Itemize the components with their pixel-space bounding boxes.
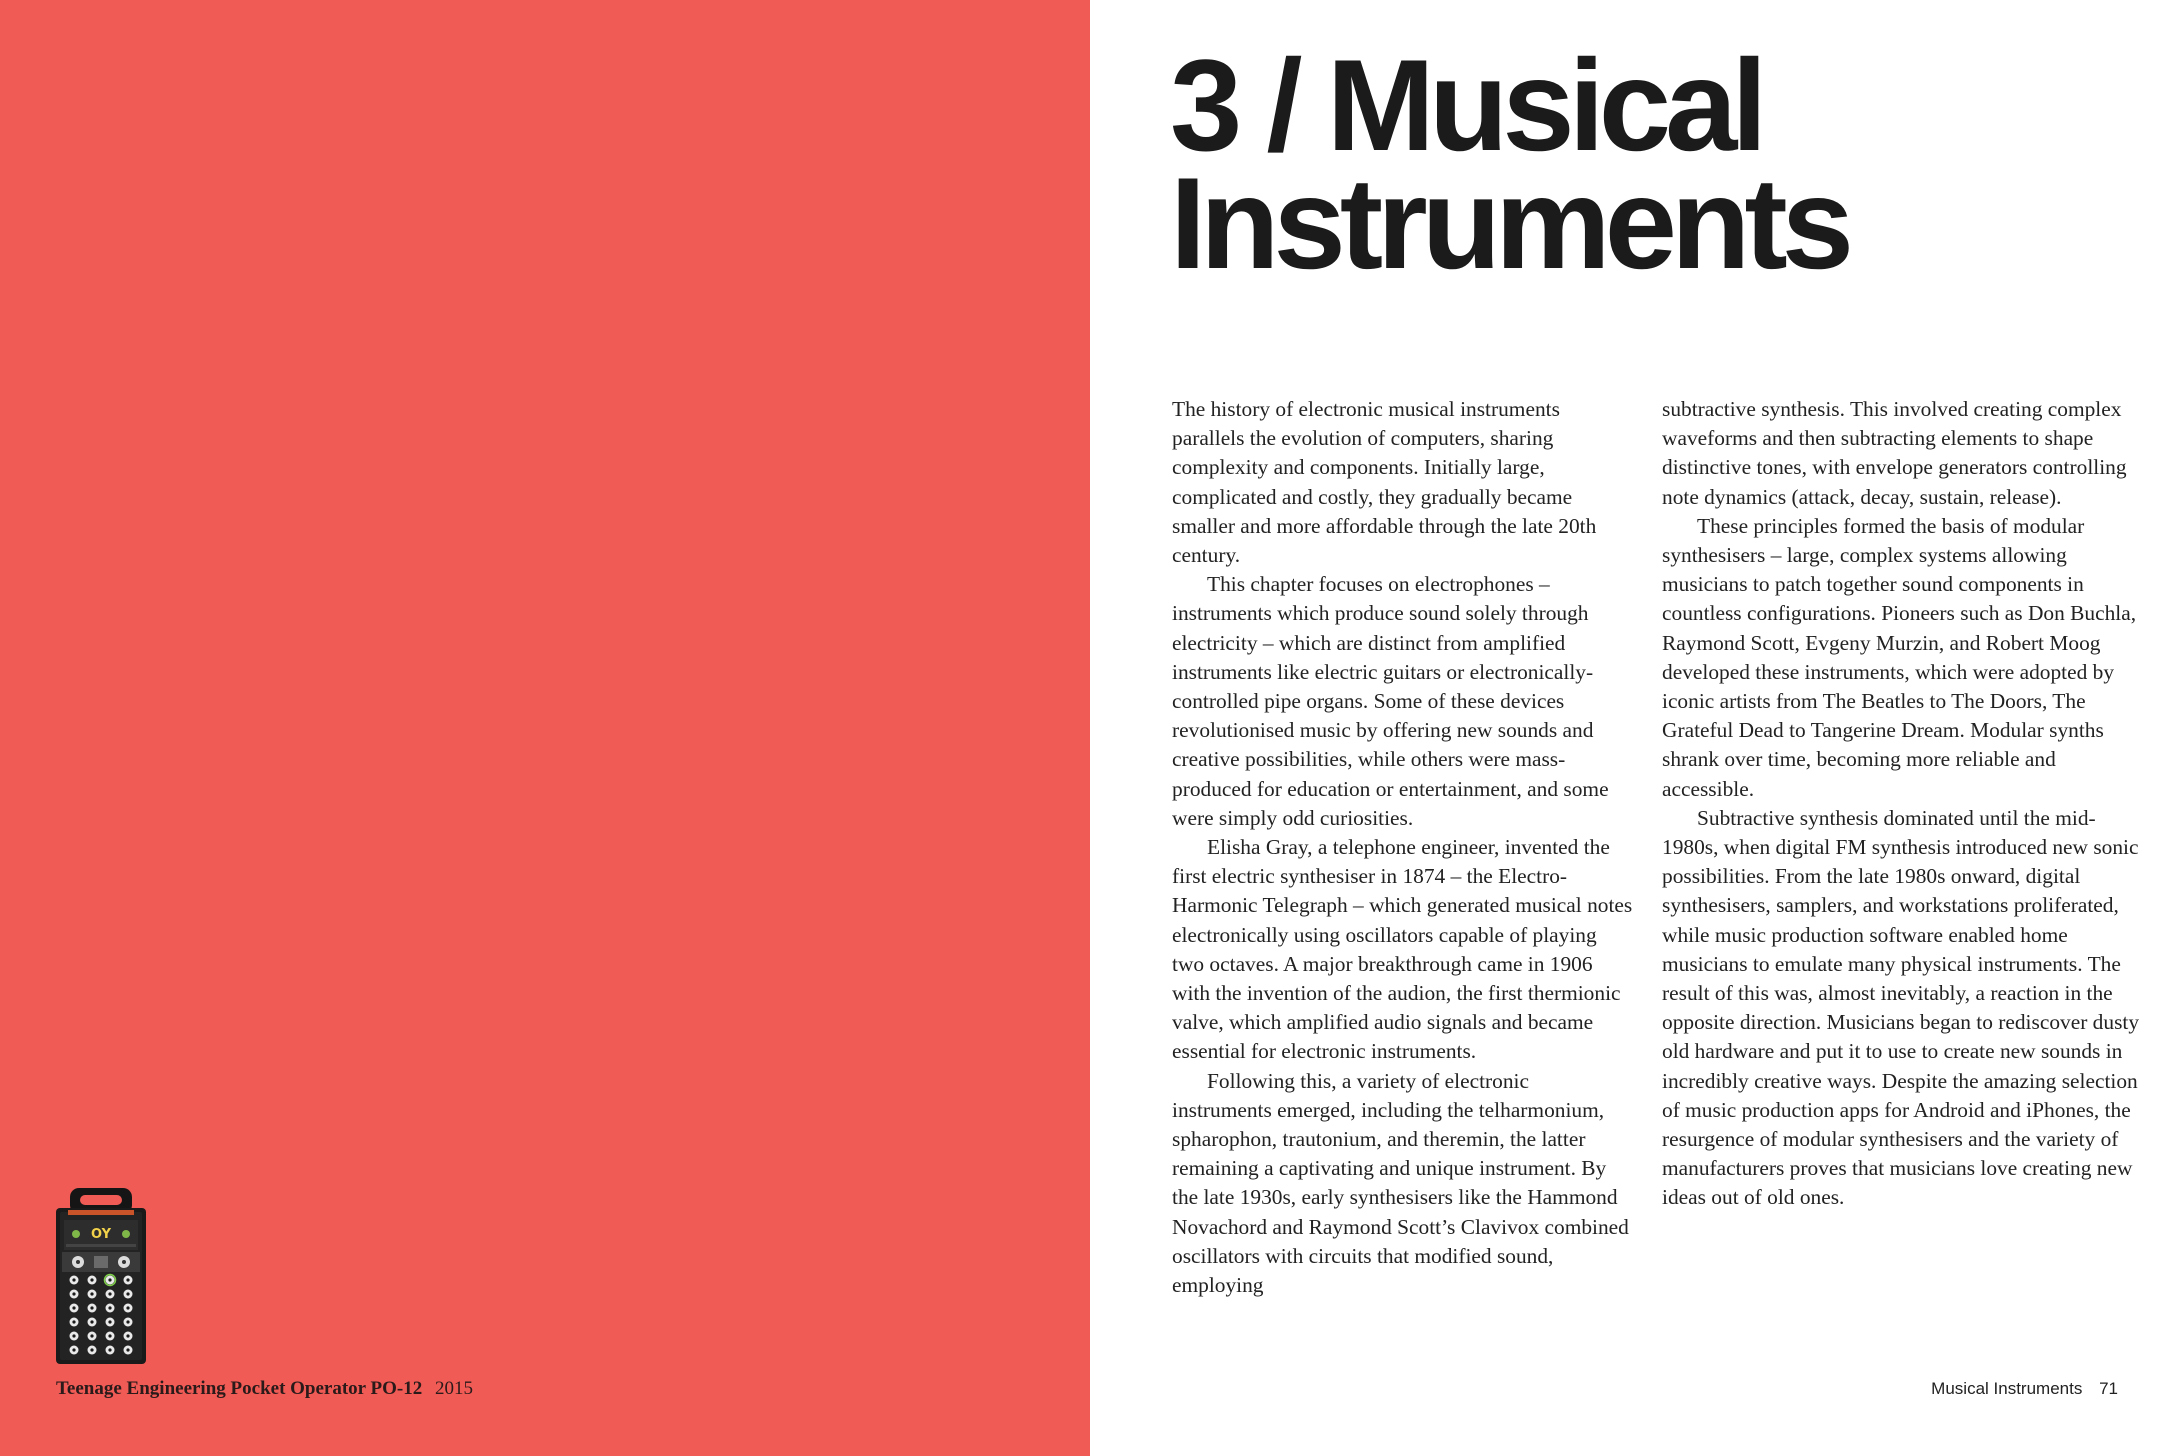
chapter-title-line-2: Instruments (1170, 150, 1849, 296)
chapter-title-line-1: 3 / Musical (1170, 32, 1762, 178)
pocket-operator-device-icon (56, 1188, 146, 1364)
footer-section-name: Musical Instruments (1931, 1379, 2083, 1398)
caption-year: 2015 (434, 1378, 473, 1399)
caption-title: Teenage Engineering Pocket Operator PO-12 (56, 1378, 423, 1399)
chapter-title (1170, 32, 1849, 296)
paragraph: The history of electronic musical instruments parallels the evolution of computers, sharing complexity and components. Initially large, complicated and costly, they gradually became smaller and more affordable through the late 20th century. (1172, 397, 1597, 568)
paragraph: This chapter focuses on electrophones – instruments which produce sound solely through electricity – which are distinct from amplified instruments like electric guitars or electronically-controlled pipe organs. Some of these devices revolutionised music by offering new sounds and creative possibilities, while others were mass-produced for education or entertainment, and some were simply odd curiosities. (1172, 572, 1609, 830)
running-footer (1931, 1379, 2118, 1399)
paragraph: Subtractive synthesis dominated until the mid-1980s, when digital FM synthesis introduced new sonic possibilities. From the late 1980s onward, digital synthesisers, samplers, and workstations proliferated, while music production software enabled home musicians to emulate many physical instruments. The result of this was, almost inevitably, a reaction in the opposite direction. Musicians began to rediscover dusty old hardware and put it to use to create new sounds in incredibly creative ways. Despite the amazing selection of music production apps for Android and iPhones, the resurgence of modular synthesisers and the variety of manufacturers proves that musicians love creating new ideas out of old ones. (1662, 805, 2140, 1210)
page-number: 71 (2099, 1379, 2118, 1398)
body-column-1 (1172, 395, 1634, 1300)
paragraph: Elisha Gray, a telephone engineer, invented the first electric synthesiser in 1874 – the Electro-Harmonic Telegraph – which generated musical notes electronically using oscillators capable of playing two octaves. A major breakthrough came in 1906 with the invention of the audion, the first thermionic valve, which amplified audio signals and became essential for electronic instruments. (1172, 835, 1633, 1064)
body-column-2 (1662, 395, 2140, 1213)
svg-text:OY: OY (90, 1227, 112, 1242)
paragraph: subtractive synthesis. This involved creating complex waveforms and then subtracting elements to shape distinctive tones, with envelope generators controlling note dynamics (attack, decay, sustain, release). (1662, 397, 2127, 509)
paragraph: These principles formed the basis of modular synthesisers – large, complex systems allowing musicians to patch together sound components in countless configurations. Pioneers such as Don Buchla, Raymond Scott, Evgeny Murzin, and Robert Moog developed these instruments, which were adopted by iconic artists from The Beatles to The Doors, The Grateful Dead to Tangerine Dream. Modular synths shrank over time, becoming more reliable and accessible. (1662, 513, 2137, 801)
paragraph: Following this, a variety of electronic instruments emerged, including the telharmonium, spharophon, trautonium, and theremin, the latter remaining a captivating and unique instrument. By the late 1930s, early synthesisers like the Hammond Novachord and Raymond Scott’s Clavivox combined oscillators with circuits that modified sound, employing (1172, 1068, 1629, 1298)
image-caption (56, 1378, 473, 1400)
